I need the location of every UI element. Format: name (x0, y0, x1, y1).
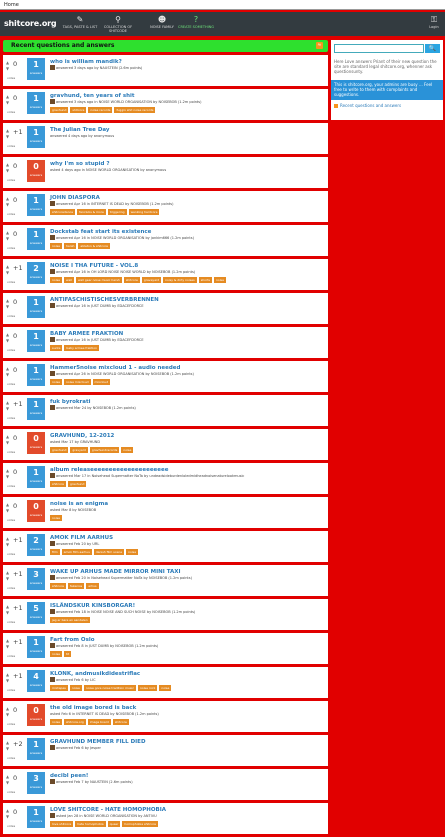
answer-count-box[interactable]: 0 answers (27, 704, 45, 726)
avatar[interactable] (50, 813, 55, 818)
vote-arrows-icon[interactable]: ▲ ▼ (6, 332, 10, 343)
top-address-bar (0, 0, 445, 10)
tag[interactable]: hate homophobia (77, 822, 104, 826)
votes-label: votes (7, 722, 16, 726)
vote-count: 0 (13, 60, 18, 68)
nav-tags[interactable]: ✎ TAGS, PASTE & LIST (62, 15, 98, 29)
avatar[interactable] (50, 779, 55, 784)
tag-list (50, 447, 135, 453)
question-row (3, 123, 328, 154)
tag-list (50, 277, 228, 283)
vote-count: 0 (13, 298, 18, 306)
tag[interactable]: baby armee fraktion (66, 346, 97, 350)
vote-count: 0 (13, 808, 18, 816)
vote-count: +1 (13, 264, 23, 272)
question-row (3, 191, 328, 222)
site-logo[interactable]: shitcore.org (4, 19, 57, 28)
answer-count-box[interactable]: 5 answers (27, 602, 45, 624)
tag-list (50, 617, 92, 623)
tag[interactable]: shitcoredance (52, 210, 74, 214)
votes-label: votes (7, 484, 16, 488)
votes-label: votes (7, 790, 16, 794)
login-button[interactable]: ⚿ Login (424, 15, 444, 29)
tag-list (50, 481, 88, 487)
question-row (3, 667, 328, 698)
question-title[interactable]: noise is an enigma (50, 501, 109, 507)
vote-arrows-icon[interactable]: ▲ ▼ (6, 672, 10, 683)
question-meta: answered Feb 20 in Noisehead Supermatter NoTa by NOISEBOB (1.2m points) (56, 576, 192, 580)
vote-count: +1 (13, 128, 23, 136)
votes-label: votes (7, 654, 16, 658)
question-title[interactable]: ISLÄNDSKUR KINSBORGAR! (50, 603, 136, 609)
tag-list (50, 515, 64, 521)
question-row (3, 463, 328, 494)
tag[interactable]: wall (65, 278, 72, 282)
tag[interactable]: love shitcore (52, 822, 72, 826)
question-row (3, 803, 328, 834)
question-meta: answered Apr 16 in OH LORD NOISE NOISE WORLD by NOISEBOB (1.2m points) (56, 270, 196, 274)
vote-count: 0 (13, 706, 18, 714)
tag[interactable]: shorts (200, 278, 210, 282)
question-meta: answered Mar 24 by NOISEBOB (1.2m points) (56, 406, 136, 410)
answer-count-box[interactable]: 0 answers (27, 160, 45, 182)
vote-arrows-icon[interactable]: ▲ ▼ (6, 196, 10, 207)
question-row (3, 701, 328, 732)
tag[interactable]: ableton & shitcore (80, 244, 108, 248)
question-row (3, 735, 328, 766)
question-meta: answered 3 days ago by NAUSTEIN (2.6m points) (56, 66, 143, 70)
vote-count: 0 (13, 196, 18, 204)
tag[interactable]: shitcore (72, 108, 85, 112)
vote-arrows-icon[interactable]: ▲ ▼ (6, 94, 10, 105)
tag-list (50, 107, 157, 113)
question-title[interactable]: decibl peen! (50, 773, 89, 779)
question-row (3, 531, 328, 562)
tag-list (50, 583, 101, 589)
question-row (3, 565, 328, 596)
tag[interactable]: noise (71, 686, 80, 690)
avatar[interactable] (50, 745, 55, 750)
tag[interactable]: noise (215, 278, 224, 282)
search-button[interactable]: 🔍 (425, 44, 440, 53)
tag[interactable]: queer (109, 822, 119, 826)
tag-list (50, 243, 112, 249)
avatar[interactable] (50, 541, 55, 546)
vote-arrows-icon[interactable]: ▲ ▼ (6, 366, 10, 377)
avatar[interactable] (50, 99, 55, 104)
tag[interactable]: gravhundrecords (91, 448, 118, 452)
votes-label: votes (7, 416, 16, 420)
vote-count: +1 (13, 400, 23, 408)
tag[interactable]: homophobia shitcore (124, 822, 157, 826)
question-title[interactable]: LOVE SHITCORE - HATE HOMOPHOBIA (50, 807, 167, 813)
wrench-icon: ✎ (76, 15, 84, 24)
votes-label: votes (7, 76, 16, 80)
avatar[interactable] (50, 575, 55, 580)
tag[interactable]: noise (123, 448, 132, 452)
tag-list (50, 549, 140, 555)
votes-label: votes (7, 518, 16, 522)
answer-count-box[interactable]: 1 answers (27, 296, 45, 318)
votes-label: votes (7, 348, 16, 352)
avatar[interactable] (50, 371, 55, 376)
question-title[interactable]: Dockstab feat start its existence (50, 229, 152, 235)
answer-count-box[interactable]: 0 answers (27, 432, 45, 454)
tag-list (50, 345, 101, 351)
tag[interactable]: noise (52, 652, 60, 656)
votes-label: votes (7, 212, 16, 216)
question-row (3, 599, 328, 630)
vote-count: +1 (13, 672, 23, 680)
vote-count: 0 (13, 94, 18, 102)
vote-arrows-icon[interactable]: ▲ ▼ (6, 604, 10, 615)
recent-header (3, 40, 328, 52)
tag[interactable]: shitcore.org (65, 720, 84, 724)
question-row (3, 157, 328, 188)
votes-label: votes (7, 110, 16, 114)
vote-arrows-icon[interactable]: ▲ ▼ (6, 400, 10, 411)
question-title[interactable]: AMOK FILM AARHUS (50, 535, 114, 541)
votes-label: votes (7, 246, 16, 250)
question-title[interactable]: the old image bored is back (50, 705, 137, 711)
sidebar-banner: This is shitcore.org, your admins are busy ... Feel free to write to them with complaints and suggestions. (331, 80, 443, 100)
avatar[interactable] (50, 269, 55, 274)
tag-list (50, 379, 112, 385)
question-row (3, 497, 328, 528)
votes-label: votes (7, 382, 16, 386)
avatar[interactable] (50, 643, 55, 648)
tag[interactable]: noise mixcloud (65, 380, 89, 384)
question-title[interactable]: NOISE I THA FUTURE - VOL.8 (50, 263, 139, 269)
question-row (3, 327, 328, 358)
answer-count-box[interactable]: 1 answers (27, 92, 45, 114)
tag[interactable]: gravhund (52, 108, 67, 112)
tag-list (50, 651, 73, 657)
answer-count-box[interactable]: 1 answers (27, 58, 45, 80)
question-row (3, 259, 328, 290)
question-row (3, 89, 328, 120)
feed-link[interactable]: Recent questions and answers (334, 103, 401, 108)
tag[interactable]: gravyard (72, 448, 86, 452)
question-meta: answered 3 days ago in NOISE WORLD ORGANISATION by NOISEBOB (1.2m points) (56, 100, 202, 104)
vote-count: +1 (13, 570, 23, 578)
answer-count-box[interactable]: 1 answers (27, 330, 45, 352)
answer-count-box[interactable]: 1 answers (27, 738, 45, 760)
question-row (3, 395, 328, 426)
question-meta: answered Feb 6 by LIC (56, 678, 96, 682)
question-title[interactable]: who is william mandik? (50, 59, 122, 65)
question-title[interactable]: JOHN DIASPORA (50, 195, 100, 201)
tag[interactable]: noise rock (139, 686, 156, 690)
question-row (3, 361, 328, 392)
vote-arrows-icon[interactable]: ▲ ▼ (6, 706, 10, 717)
tag[interactable]: danish film scene (95, 550, 123, 554)
question-meta: asked Jan 28 in NOISE WORLD ORGANISATION by ANTIVU (56, 814, 157, 818)
vote-count: 0 (13, 468, 18, 476)
votes-label: votes (7, 450, 16, 454)
question-meta: answered Apr 16 in JUST DUMB by EDACEFDORCE (56, 338, 144, 342)
avatar[interactable] (50, 235, 55, 240)
question-title[interactable]: ANTIFASCHISTISCHESVERBRENNEN (50, 297, 159, 303)
tag[interactable]: fakeniss (69, 584, 83, 588)
tag[interactable]: mixcloud (94, 380, 109, 384)
question-title[interactable]: GRAVHUND, 12-2012 (50, 433, 115, 439)
nav-noise-family[interactable]: ☻ NOISE FAMILY (144, 14, 180, 34)
tag[interactable]: amok film aarhus (63, 550, 90, 554)
tag[interactable]: jeg er bare en sandalen (52, 618, 88, 622)
question-title[interactable]: The Julian Tree Day (50, 127, 110, 133)
tag[interactable]: sucks (52, 346, 61, 350)
tag[interactable]: arhus (88, 584, 97, 588)
vote-arrows-icon[interactable]: ▲ ▼ (6, 502, 10, 513)
avatar[interactable] (50, 609, 55, 614)
tree-icon: ⚲ (115, 15, 121, 24)
question-meta: answered Apr 16 in INTERNET IS DEAD by NOISEBOB (1.2m points) (56, 202, 174, 206)
tag[interactable]: harsh (65, 244, 75, 248)
tag[interactable]: noisy & dirty noises (165, 278, 195, 282)
votes-label: votes (7, 280, 16, 284)
answer-count-box[interactable]: 1 answers (27, 228, 45, 250)
tag[interactable]: fanclubs & more (79, 210, 104, 214)
tag[interactable]: fuggin shit noise records (116, 108, 154, 112)
question-title[interactable]: why I'm so stupid ? (50, 161, 110, 167)
tag[interactable]: film (52, 550, 58, 554)
answer-count-box[interactable]: 1 answers (27, 398, 45, 420)
answer-count-box[interactable]: 1 answers (27, 806, 45, 828)
answer-count-box[interactable]: 1 answers (27, 636, 45, 658)
tag[interactable]: wall gear noise music harsh (77, 278, 120, 282)
question-meta: answered 4 days ago by anonymous (50, 134, 115, 138)
tag[interactable]: noise (52, 516, 60, 520)
tag[interactable]: tit (65, 652, 70, 656)
tag[interactable]: noise records (90, 108, 111, 112)
key-icon: ⚿ (430, 15, 438, 24)
nav-create[interactable]: ? CREATE SOMETHING (178, 15, 215, 29)
avatar[interactable] (50, 473, 55, 478)
vote-count: 0 (13, 434, 18, 442)
vote-count: 0 (13, 502, 18, 510)
votes-label: votes (7, 178, 16, 182)
avatar[interactable] (50, 201, 55, 206)
tag-list (50, 719, 131, 725)
avatar[interactable] (50, 65, 55, 70)
question-title[interactable]: fuk byrokrati (50, 399, 91, 405)
search-input[interactable] (334, 44, 424, 53)
question-row (3, 225, 328, 256)
question-meta: asked 4 days ago in NOISE WORLD ORGANISATION by anonymous (50, 168, 167, 172)
tag[interactable]: noise (52, 278, 60, 282)
question-title[interactable]: GRAVHUND MEMBER FILL DIED (50, 739, 146, 745)
answer-count-box[interactable]: 4 answers (27, 670, 45, 692)
votes-label: votes (7, 144, 16, 148)
vote-count: +1 (13, 536, 23, 544)
question-row (3, 769, 328, 800)
question-meta: asked Feb 6 in INTERNET IS DEAD by NOISEBOB (1.2m points) (50, 712, 159, 716)
vote-arrows-icon[interactable]: ▲ ▼ (6, 60, 10, 71)
votes-label: votes (7, 756, 16, 760)
answer-count-box[interactable]: 2 answers (27, 534, 45, 556)
tag[interactable]: noise (52, 244, 60, 248)
main-navbar (0, 12, 445, 36)
question-icon: ? (193, 15, 199, 24)
question-title[interactable]: album releaseeeeeeeeeeeeeeeeeeeee (50, 467, 169, 473)
vote-arrows-icon[interactable]: ▲ ▼ (6, 808, 10, 819)
rss-icon (334, 104, 338, 108)
avatar[interactable] (50, 303, 55, 308)
answer-count-box[interactable]: 2 answers (27, 262, 45, 284)
tag[interactable]: triggering (109, 210, 125, 214)
answer-count-box[interactable]: 1 answers (27, 466, 45, 488)
question-meta: asked Mar 17 by GRAVHUND (50, 440, 101, 444)
sidebar-about: Here Love answers Priant of their new question the site are standard legal shitcore.org, whenner ask questionsunty. (331, 56, 443, 88)
answer-count-box[interactable]: 1 answers (27, 194, 45, 216)
answer-count-box[interactable]: 3 answers (27, 568, 45, 590)
avatar[interactable] (50, 405, 55, 410)
tag[interactable]: noise (128, 550, 137, 554)
tag-list (50, 209, 161, 215)
votes-label: votes (7, 620, 16, 624)
question-row (3, 55, 328, 86)
tag[interactable]: shitcore (52, 482, 64, 486)
votes-label: votes (7, 552, 16, 556)
tag[interactable]: gravhund (69, 482, 85, 486)
tag[interactable]: noise gore noise tradition music (85, 686, 134, 690)
vote-count: +1 (13, 638, 23, 646)
question-meta: answered Apr 16 in JUST DUMB by EDACEFDORCE (56, 304, 144, 308)
question-title[interactable]: gravhund, ten years of shit (50, 93, 135, 99)
answer-count-box[interactable]: 1 answers (27, 126, 45, 148)
question-title[interactable]: BABY ARMEE FRAKTION (50, 331, 124, 337)
question-meta: answered Feb 20 by URL (56, 542, 100, 546)
answer-count-box[interactable]: 0 answers (27, 500, 45, 522)
tag[interactable]: shitcore (114, 720, 127, 724)
vote-count: 0 (13, 332, 18, 340)
tag[interactable]: shitcore (52, 584, 64, 588)
vote-arrows-icon[interactable]: ▲ ▼ (6, 536, 10, 547)
votes-label: votes (7, 314, 16, 318)
tag[interactable]: image board (89, 720, 109, 724)
vote-arrows-icon[interactable]: ▲ ▼ (6, 468, 10, 479)
question-meta: answered Feb 8 in JUST DUMB by NOISEBOB (1.2m points) (56, 644, 159, 648)
vote-count: 0 (13, 230, 18, 238)
votes-label: votes (7, 824, 16, 828)
tag[interactable]: wanking hardcore (130, 210, 158, 214)
vote-arrows-icon[interactable]: ▲ ▼ (6, 230, 10, 241)
question-title[interactable]: Fart from Oslo (50, 637, 95, 643)
question-meta: answered Apr 16 in NOISE WORLD ORGANISATION by jonkim666 (1.2m points) (56, 236, 194, 240)
question-title[interactable]: KLONK, andmusikdidestriflac (50, 671, 141, 677)
sidebar (331, 40, 443, 120)
answer-count-box[interactable]: 3 answers (27, 772, 45, 794)
question-row (3, 633, 328, 664)
people-icon: ☻ (157, 15, 167, 24)
tag[interactable]: shitcore (125, 278, 138, 282)
tag[interactable]: noise (52, 380, 60, 384)
question-row (3, 293, 328, 324)
vote-count: +2 (13, 740, 23, 748)
tag[interactable]: graveyard (143, 278, 160, 282)
tag[interactable]: mixtapes (52, 686, 66, 690)
votes-label: votes (7, 688, 16, 692)
vote-arrows-icon[interactable]: ▲ ▼ (6, 298, 10, 309)
answer-count-box[interactable]: 1 answers (27, 364, 45, 386)
vote-arrows-icon[interactable]: ▲ ▼ (6, 774, 10, 785)
tag[interactable]: noise (161, 686, 170, 690)
tag-list (50, 685, 173, 691)
vote-arrows-icon[interactable]: ▲ ▼ (6, 570, 10, 581)
recent-title: Recent questions and answers (11, 42, 115, 49)
nav-collection[interactable]: ⚲ COLLECTION OF SHITCODE (100, 14, 136, 34)
vote-count: 0 (13, 774, 18, 782)
votes-label: votes (7, 586, 16, 590)
rss-icon[interactable]: ≈ (317, 42, 322, 48)
vote-arrows-icon[interactable]: ▲ ▼ (6, 638, 10, 649)
avatar[interactable] (50, 677, 55, 682)
vote-count: +1 (13, 604, 23, 612)
question-list (3, 55, 328, 837)
question-meta: answered Feb 7 by NAUSTEIN (2.6m points) (56, 780, 133, 784)
question-meta: asked Mar 8 by NOISEBOB (50, 508, 97, 512)
question-title[interactable]: WAKE UP ARHUS MADE MIRROR MINI TAXI (50, 569, 181, 575)
tag[interactable]: gravhund (52, 448, 67, 452)
vote-arrows-icon[interactable]: ▲ ▼ (6, 264, 10, 275)
question-meta: answered Feb 6 by Jesper (56, 746, 101, 750)
question-title[interactable]: Hammer5noise mixcloud 1 - audio needed (50, 365, 181, 371)
vote-arrows-icon[interactable]: ▲ ▼ (6, 740, 10, 751)
vote-count: 0 (13, 366, 18, 374)
avatar[interactable] (50, 337, 55, 342)
question-row (3, 429, 328, 460)
question-meta: answered Apr 26 in NOISE WORLD ORGANISATION by NOISEBOB (1.2m points) (56, 372, 194, 376)
question-meta: answered Mar 17 in Noisehead Supermatter NoTa by undeadsideburdenloledmidheadnoisenaturelookmusic (56, 474, 245, 478)
vote-arrows-icon[interactable]: ▲ ▼ (6, 128, 10, 139)
vote-count: 0 (13, 162, 18, 170)
home-label[interactable]: Home (4, 2, 19, 8)
vote-arrows-icon[interactable]: ▲ ▼ (6, 162, 10, 173)
tag[interactable]: noise (52, 720, 60, 724)
tag-list (50, 821, 160, 827)
vote-arrows-icon[interactable]: ▲ ▼ (6, 434, 10, 445)
question-meta: answered Feb 18 in NOISE NOISE AND SUCH NOISE by NOISEBOB (1.2m points) (56, 610, 196, 614)
